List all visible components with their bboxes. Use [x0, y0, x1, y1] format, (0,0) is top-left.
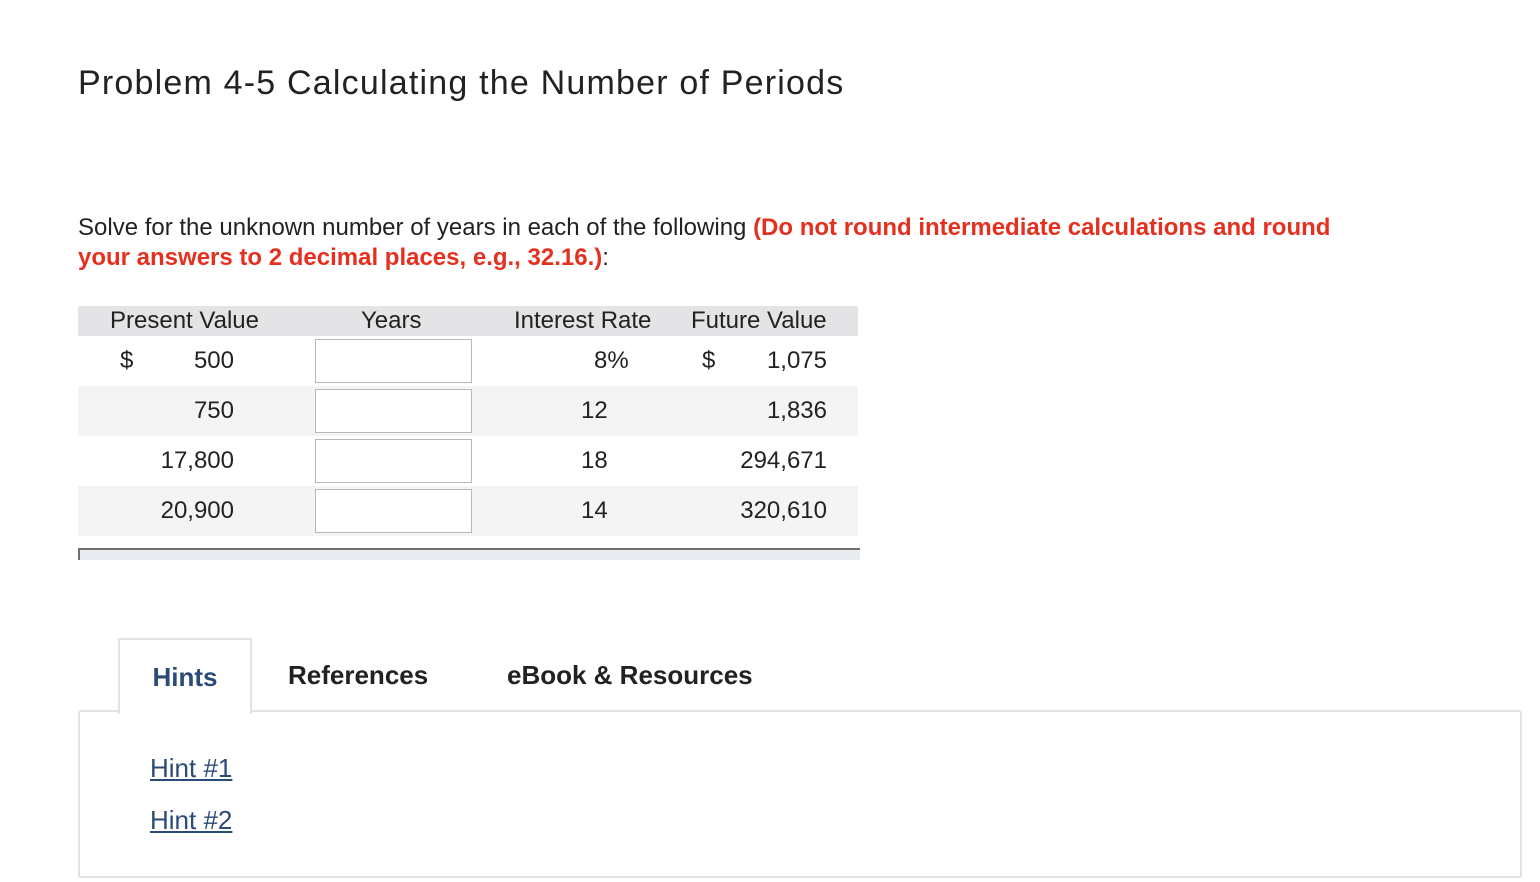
- table-row: [78, 386, 858, 436]
- present-value: 500: [193, 347, 234, 374]
- years-input[interactable]: [315, 339, 472, 383]
- hints-panel: [78, 710, 1522, 878]
- table-header: [78, 306, 858, 336]
- instructions-suffix: :: [602, 244, 609, 271]
- present-value: 20,900: [160, 497, 234, 524]
- instructions-warning: (Do not round intermediate calculations and round your answers to 2 decimal places, e.g., 32.16.): [78, 214, 1331, 271]
- years-input[interactable]: [315, 389, 472, 433]
- present-value: 750: [193, 397, 234, 424]
- hint-link-2[interactable]: Hint #2: [150, 805, 233, 835]
- table-row: [78, 436, 858, 486]
- hint-link-1[interactable]: Hint #1: [150, 753, 233, 783]
- interest-rate: 18: [581, 447, 608, 474]
- header-years: Years: [361, 307, 422, 334]
- table-row: [78, 336, 858, 386]
- tab-hints[interactable]: Hints: [118, 638, 252, 714]
- header-present-value: Present Value: [110, 307, 259, 334]
- instructions: [78, 213, 1368, 273]
- tab-ebook-resources[interactable]: eBook & Resources: [507, 659, 753, 690]
- present-value: 17,800: [160, 447, 234, 474]
- header-future-value: Future Value: [691, 307, 827, 334]
- years-input[interactable]: [315, 439, 472, 483]
- scrollbar-edge: [78, 548, 80, 560]
- fv-currency-symbol: $: [702, 347, 716, 374]
- header-interest-rate: Interest Rate: [514, 307, 652, 334]
- interest-rate: 12: [581, 397, 608, 424]
- years-input[interactable]: [315, 489, 472, 533]
- tab-references[interactable]: References: [288, 659, 429, 690]
- instructions-text: Solve for the unknown number of years in each of the following: [78, 214, 754, 241]
- interest-rate: 14: [581, 497, 608, 524]
- table-row: [78, 486, 858, 536]
- future-value: 320,610: [740, 497, 827, 524]
- table-scrollbar[interactable]: [78, 548, 860, 560]
- future-value: 1,836: [766, 397, 827, 424]
- future-value: 294,671: [740, 447, 827, 474]
- tvm-table: [78, 306, 858, 536]
- future-value: 1,075: [766, 347, 827, 374]
- pv-currency-symbol: $: [120, 347, 134, 374]
- page-title: Problem 4-5 Calculating the Number of Periods: [78, 64, 845, 102]
- interest-rate: 8%: [594, 347, 629, 374]
